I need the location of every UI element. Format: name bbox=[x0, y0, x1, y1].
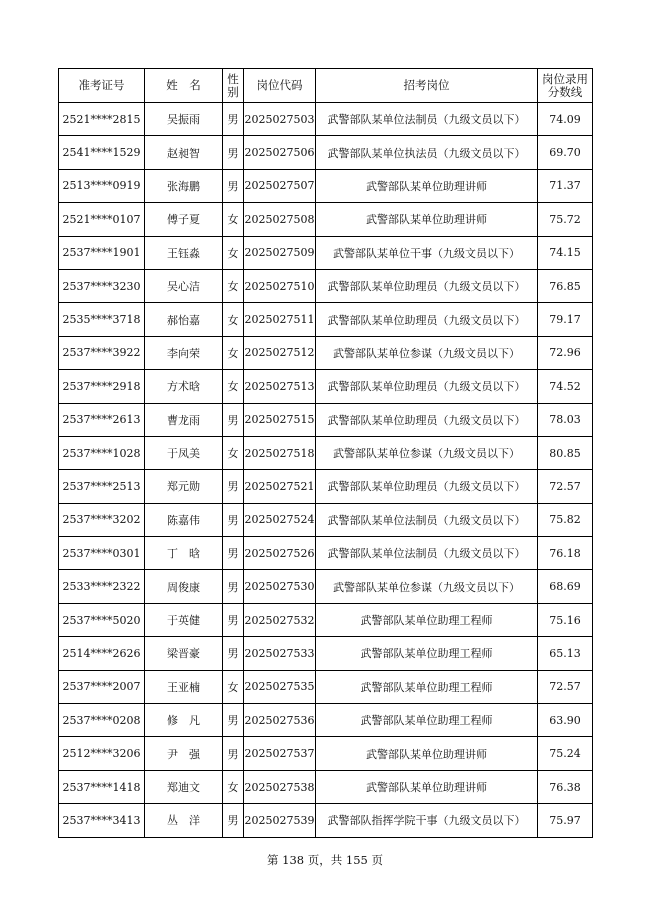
table-row bbox=[59, 436, 593, 469]
cell-name: 王钰淼 bbox=[145, 236, 223, 269]
cell-score: 72.57 bbox=[538, 670, 593, 703]
cell-gender: 女 bbox=[223, 770, 244, 803]
cell-code: 2025027521 bbox=[244, 470, 316, 503]
cell-code: 2025027510 bbox=[244, 269, 316, 302]
cell-code: 2025027536 bbox=[244, 704, 316, 737]
cell-name: 郑迪文 bbox=[145, 770, 223, 803]
table-row bbox=[59, 537, 593, 570]
table-row bbox=[59, 570, 593, 603]
cell-position: 武警部队某单位助理员（九级文员以下） bbox=[316, 470, 538, 503]
cell-gender: 女 bbox=[223, 303, 244, 336]
cell-exam-no: 2537****2007 bbox=[59, 670, 145, 703]
header-score-line1: 岗位录用 bbox=[542, 71, 588, 86]
cell-code: 2025027533 bbox=[244, 637, 316, 670]
cell-name: 赵昶智 bbox=[145, 136, 223, 169]
cell-score: 68.69 bbox=[538, 570, 593, 603]
cell-position: 武警部队指挥学院干事（九级文员以下） bbox=[316, 804, 538, 837]
cell-gender: 男 bbox=[223, 804, 244, 837]
cell-position: 武警部队某单位助理工程师 bbox=[316, 603, 538, 636]
cell-score: 72.96 bbox=[538, 336, 593, 369]
cell-exam-no: 2537****3413 bbox=[59, 804, 145, 837]
cell-name: 曹龙雨 bbox=[145, 403, 223, 436]
admission-score-table bbox=[58, 68, 593, 838]
page-number-footer: 第 138 页，共 155 页 bbox=[266, 853, 384, 867]
cell-name: 郑元勋 bbox=[145, 470, 223, 503]
table-row bbox=[59, 503, 593, 536]
header-gender-line1: 性 bbox=[227, 71, 239, 86]
table-row bbox=[59, 403, 593, 436]
cell-position: 武警部队某单位执法员（九级文员以下） bbox=[316, 136, 538, 169]
cell-position: 武警部队某单位助理员（九级文员以下） bbox=[316, 370, 538, 403]
table-row bbox=[59, 737, 593, 770]
cell-score: 74.09 bbox=[538, 103, 593, 136]
cell-score: 75.16 bbox=[538, 603, 593, 636]
cell-gender: 女 bbox=[223, 236, 244, 269]
table-row bbox=[59, 804, 593, 837]
cell-gender: 男 bbox=[223, 537, 244, 570]
cell-exam-no: 2537****3922 bbox=[59, 336, 145, 369]
cell-position: 武警部队某单位法制员（九级文员以下） bbox=[316, 537, 538, 570]
cell-gender: 女 bbox=[223, 269, 244, 302]
cell-exam-no: 2537****0208 bbox=[59, 704, 145, 737]
table-row bbox=[59, 336, 593, 369]
cell-name: 方术晗 bbox=[145, 370, 223, 403]
table-row bbox=[59, 103, 593, 136]
cell-exam-no: 2521****0107 bbox=[59, 203, 145, 236]
cell-code: 2025027503 bbox=[244, 103, 316, 136]
cell-code: 2025027512 bbox=[244, 336, 316, 369]
cell-name: 丁 晗 bbox=[145, 537, 223, 570]
cell-gender: 男 bbox=[223, 637, 244, 670]
cell-score: 75.82 bbox=[538, 503, 593, 536]
cell-gender: 男 bbox=[223, 503, 244, 536]
cell-gender: 女 bbox=[223, 670, 244, 703]
cell-position: 武警部队某单位助理员（九级文员以下） bbox=[316, 269, 538, 302]
table-row bbox=[59, 136, 593, 169]
cell-position: 武警部队某单位干事（九级文员以下） bbox=[316, 236, 538, 269]
cell-position: 武警部队某单位参谋（九级文员以下） bbox=[316, 436, 538, 469]
cell-name: 梁晋豪 bbox=[145, 637, 223, 670]
table-row bbox=[59, 637, 593, 670]
header-score-line2: 分数线 bbox=[547, 84, 583, 99]
table-row bbox=[59, 704, 593, 737]
cell-name: 于英健 bbox=[145, 603, 223, 636]
cell-score: 65.13 bbox=[538, 637, 593, 670]
cell-code: 2025027508 bbox=[244, 203, 316, 236]
cell-name: 修 凡 bbox=[145, 704, 223, 737]
cell-name: 丛 洋 bbox=[145, 804, 223, 837]
cell-exam-no: 2537****1028 bbox=[59, 436, 145, 469]
cell-score: 78.03 bbox=[538, 403, 593, 436]
cell-position: 武警部队某单位助理工程师 bbox=[316, 637, 538, 670]
table-row bbox=[59, 203, 593, 236]
cell-score: 63.90 bbox=[538, 704, 593, 737]
table-row bbox=[59, 770, 593, 803]
cell-score: 76.38 bbox=[538, 770, 593, 803]
cell-code: 2025027530 bbox=[244, 570, 316, 603]
cell-code: 2025027518 bbox=[244, 436, 316, 469]
header-position: 招考岗位 bbox=[316, 69, 538, 103]
table-row bbox=[59, 236, 593, 269]
cell-score: 71.37 bbox=[538, 169, 593, 202]
cell-position: 武警部队某单位参谋（九级文员以下） bbox=[316, 570, 538, 603]
cell-exam-no: 2537****0301 bbox=[59, 537, 145, 570]
header-exam-no: 准考证号 bbox=[59, 69, 145, 103]
cell-exam-no: 2541****1529 bbox=[59, 136, 145, 169]
cell-score: 74.52 bbox=[538, 370, 593, 403]
cell-code: 2025027539 bbox=[244, 804, 316, 837]
cell-score: 72.57 bbox=[538, 470, 593, 503]
header-name: 姓 名 bbox=[145, 69, 223, 103]
cell-score: 76.85 bbox=[538, 269, 593, 302]
cell-exam-no: 2537****5020 bbox=[59, 603, 145, 636]
table-row bbox=[59, 303, 593, 336]
cell-name: 吴心洁 bbox=[145, 269, 223, 302]
header-code: 岗位代码 bbox=[244, 69, 316, 103]
header-gender-line2: 别 bbox=[227, 84, 239, 99]
table-header-row bbox=[59, 69, 593, 103]
cell-exam-no: 2513****0919 bbox=[59, 169, 145, 202]
cell-exam-no: 2537****1901 bbox=[59, 236, 145, 269]
cell-gender: 男 bbox=[223, 470, 244, 503]
cell-gender: 女 bbox=[223, 336, 244, 369]
cell-score: 79.17 bbox=[538, 303, 593, 336]
cell-position: 武警部队某单位助理讲师 bbox=[316, 169, 538, 202]
cell-code: 2025027507 bbox=[244, 169, 316, 202]
cell-position: 武警部队某单位助理讲师 bbox=[316, 770, 538, 803]
cell-gender: 男 bbox=[223, 169, 244, 202]
table-body bbox=[59, 103, 593, 838]
cell-score: 76.18 bbox=[538, 537, 593, 570]
cell-name: 周俊康 bbox=[145, 570, 223, 603]
cell-position: 武警部队某单位参谋（九级文员以下） bbox=[316, 336, 538, 369]
cell-gender: 男 bbox=[223, 704, 244, 737]
cell-exam-no: 2537****1418 bbox=[59, 770, 145, 803]
cell-gender: 男 bbox=[223, 403, 244, 436]
cell-position: 武警部队某单位助理工程师 bbox=[316, 670, 538, 703]
cell-gender: 女 bbox=[223, 203, 244, 236]
cell-code: 2025027532 bbox=[244, 603, 316, 636]
cell-score: 74.15 bbox=[538, 236, 593, 269]
cell-name: 尹 强 bbox=[145, 737, 223, 770]
cell-score: 75.72 bbox=[538, 203, 593, 236]
cell-exam-no: 2537****3202 bbox=[59, 503, 145, 536]
cell-position: 武警部队某单位助理员（九级文员以下） bbox=[316, 403, 538, 436]
cell-name: 郝怡嘉 bbox=[145, 303, 223, 336]
cell-position: 武警部队某单位助理讲师 bbox=[316, 737, 538, 770]
cell-name: 于凤美 bbox=[145, 436, 223, 469]
cell-exam-no: 2533****2322 bbox=[59, 570, 145, 603]
cell-exam-no: 2537****2918 bbox=[59, 370, 145, 403]
table-row bbox=[59, 370, 593, 403]
cell-name: 王亚楠 bbox=[145, 670, 223, 703]
cell-name: 李向荣 bbox=[145, 336, 223, 369]
cell-code: 2025027515 bbox=[244, 403, 316, 436]
cell-position: 武警部队某单位法制员（九级文员以下） bbox=[316, 503, 538, 536]
cell-name: 陈嘉伟 bbox=[145, 503, 223, 536]
cell-gender: 男 bbox=[223, 136, 244, 169]
cell-exam-no: 2535****3718 bbox=[59, 303, 145, 336]
cell-exam-no: 2537****2613 bbox=[59, 403, 145, 436]
table-row bbox=[59, 670, 593, 703]
cell-position: 武警部队某单位助理讲师 bbox=[316, 203, 538, 236]
cell-exam-no: 2514****2626 bbox=[59, 637, 145, 670]
table-row bbox=[59, 269, 593, 302]
header-gender bbox=[223, 69, 244, 103]
cell-exam-no: 2512****3206 bbox=[59, 737, 145, 770]
cell-exam-no: 2537****3230 bbox=[59, 269, 145, 302]
cell-code: 2025027524 bbox=[244, 503, 316, 536]
table-row bbox=[59, 603, 593, 636]
cell-score: 80.85 bbox=[538, 436, 593, 469]
cell-gender: 男 bbox=[223, 103, 244, 136]
header-score bbox=[538, 69, 593, 103]
cell-code: 2025027506 bbox=[244, 136, 316, 169]
cell-code: 2025027538 bbox=[244, 770, 316, 803]
cell-exam-no: 2521****2815 bbox=[59, 103, 145, 136]
cell-position: 武警部队某单位法制员（九级文员以下） bbox=[316, 103, 538, 136]
cell-score: 69.70 bbox=[538, 136, 593, 169]
cell-code: 2025027535 bbox=[244, 670, 316, 703]
cell-code: 2025027509 bbox=[244, 236, 316, 269]
cell-gender: 男 bbox=[223, 570, 244, 603]
cell-gender: 女 bbox=[223, 370, 244, 403]
cell-name: 吴振雨 bbox=[145, 103, 223, 136]
cell-score: 75.97 bbox=[538, 804, 593, 837]
table-row bbox=[59, 470, 593, 503]
cell-code: 2025027537 bbox=[244, 737, 316, 770]
cell-gender: 女 bbox=[223, 436, 244, 469]
cell-position: 武警部队某单位助理员（九级文员以下） bbox=[316, 303, 538, 336]
cell-code: 2025027511 bbox=[244, 303, 316, 336]
cell-gender: 男 bbox=[223, 737, 244, 770]
cell-position: 武警部队某单位助理工程师 bbox=[316, 704, 538, 737]
table-row bbox=[59, 169, 593, 202]
cell-name: 傅子夏 bbox=[145, 203, 223, 236]
cell-exam-no: 2537****2513 bbox=[59, 470, 145, 503]
cell-code: 2025027526 bbox=[244, 537, 316, 570]
cell-code: 2025027513 bbox=[244, 370, 316, 403]
cell-name: 张海鹏 bbox=[145, 169, 223, 202]
cell-gender: 男 bbox=[223, 603, 244, 636]
cell-score: 75.24 bbox=[538, 737, 593, 770]
